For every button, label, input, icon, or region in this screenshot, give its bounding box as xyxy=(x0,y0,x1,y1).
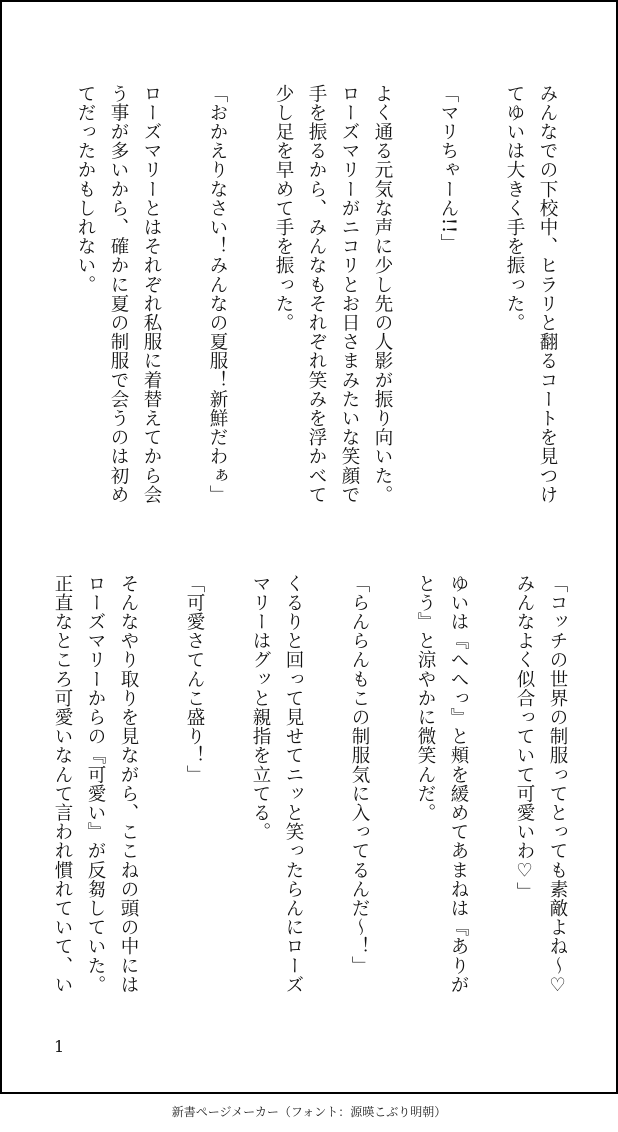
text-line: てだったかもしれない。 xyxy=(75,84,96,295)
blank-line xyxy=(465,84,498,514)
blank-line xyxy=(399,84,432,514)
text-line: みんなでの下校中、ヒラリと翻るコートを見つけ xyxy=(537,84,558,505)
blank-line xyxy=(145,574,178,1004)
text-line: う事が多いから、確かに夏の制服で会うのは初め xyxy=(108,84,129,505)
text-line: マリーはグッと親指を立てる。 xyxy=(250,574,271,842)
blank-line xyxy=(168,84,201,514)
text-line: てゆいは大きく手を振った。 xyxy=(504,84,525,333)
dialogue-line: 「可愛さてんこ盛り！」 xyxy=(184,574,205,785)
blank-line xyxy=(376,574,409,1004)
text-line: ゆいは『へへっ』と頬を緩めてあまねは『ありが xyxy=(448,574,469,995)
text-line: 少し足を早めて手を振った。 xyxy=(273,84,294,333)
text-line: そんなやり取りを見ながら、ここねの頭の中には xyxy=(118,574,139,995)
text-line: くるりと回って見せてニッと笑ったらんにローズ xyxy=(283,574,304,995)
dialogue-line: みんなよく似合っていて可愛いわ♡」 xyxy=(514,574,535,902)
dialogue-line: 「マリちゃーん!!」 xyxy=(438,84,459,253)
text-line: 手を振るから、みんなもそれぞれ笑みを浮かべて xyxy=(306,84,327,505)
blank-line xyxy=(211,574,244,1004)
text-line: とう』と涼やかに微笑んだ。 xyxy=(415,574,436,823)
dialogue-line: 「らんらんもこの制服気に入ってるんだ〜！」 xyxy=(349,574,370,976)
page-number: 1 xyxy=(54,1037,65,1056)
upper-text-block xyxy=(69,84,564,514)
dialogue-line: 「コッチの世界の制服ってとっても素敵よね〜♡ xyxy=(547,574,568,997)
blank-line xyxy=(234,84,267,514)
text-line: ローズマリーがニコリとお日さまみたいな笑顔で xyxy=(339,84,360,505)
blank-line xyxy=(475,574,508,1004)
text-line: よく通る元気な声に少し先の人影が振り向いた。 xyxy=(372,84,393,505)
dialogue-line: 「おかえりなさい！みんなの夏服！新鮮だわぁ」 xyxy=(207,84,228,505)
blank-line xyxy=(310,574,343,1004)
text-line: ローズマリーからの『可愛い』が反芻していた。 xyxy=(85,574,106,995)
text-line: ローズマリーとはそれぞれ私服に着替えてから会 xyxy=(141,84,162,505)
lower-text-block xyxy=(46,574,574,1004)
text-line: 正直なところ可愛いなんて言われ慣れていて、い xyxy=(52,574,73,995)
footer-caption: 新書ページメーカー（フォント：源暎こぶり明朝） xyxy=(171,1105,447,1119)
